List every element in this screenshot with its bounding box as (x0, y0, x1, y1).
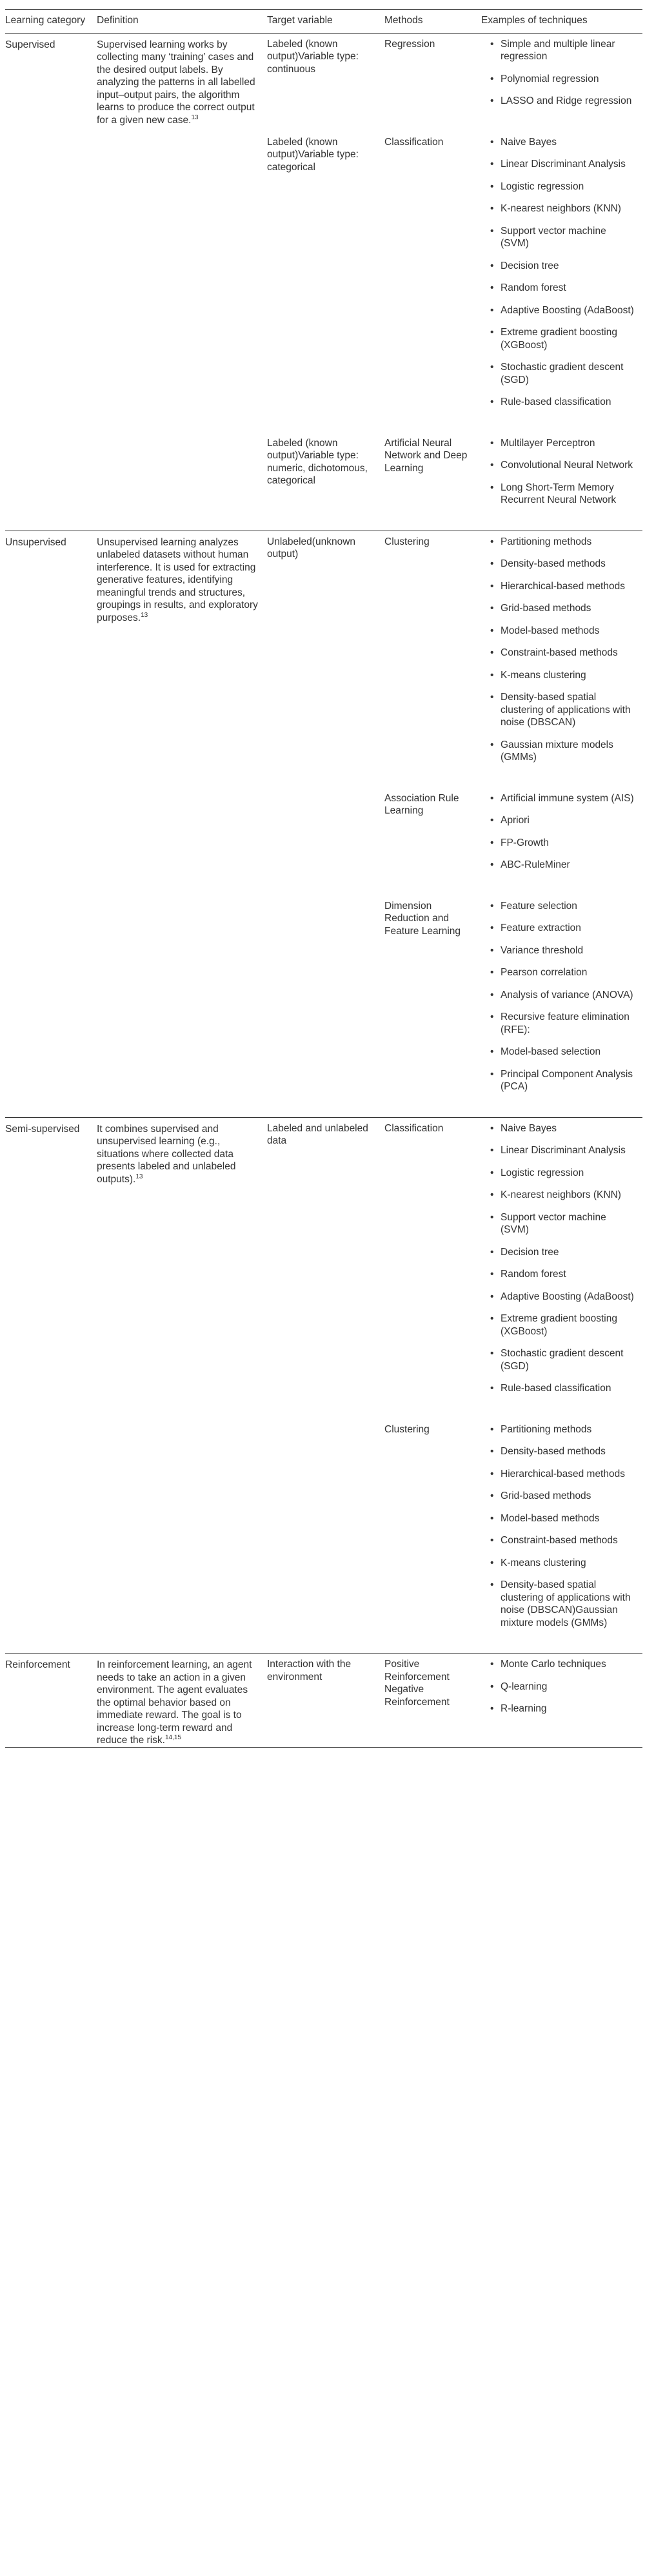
examples-cell (481, 788, 642, 895)
examples-cell (481, 33, 642, 132)
header-row (5, 10, 642, 34)
list-item: • ABC-RuleMiner (481, 859, 636, 872)
ml-categories-table (5, 9, 642, 1748)
definition-unsupervised (97, 531, 267, 1117)
list-item: • Grid-based methods (481, 1490, 636, 1503)
examples-list (481, 437, 636, 531)
category-semi-supervised: Semi-supervised (5, 1117, 97, 1654)
header-learning-category: Learning category (5, 15, 86, 26)
target-variable: Labeled and unlabeled data (267, 1117, 384, 1419)
examples-list (481, 136, 636, 433)
examples-list (481, 900, 636, 1117)
definition-semi-supervised (97, 1117, 267, 1654)
list-item: • Q-learning (481, 1681, 636, 1693)
definition-text: In reinforcement learning, an agent needs to take an action in a given environment. The agent evaluates the optimal behavior based on immediate reward. The goal is to increase long-term reward and reduce the risk. (97, 1659, 252, 1746)
table-header (5, 10, 642, 34)
target-variable (267, 895, 384, 1118)
list-item: • Long Short-Term Memory Recurrent Neural Network (481, 482, 636, 507)
header-target-variable: Target variable (267, 15, 333, 26)
list-item: • Hierarchical-based methods (481, 580, 636, 593)
examples-list (481, 1122, 636, 1419)
method: Clustering (384, 531, 481, 788)
list-item: • Adaptive Boosting (AdaBoost) (481, 1291, 636, 1303)
list-item: • Feature extraction (481, 922, 636, 935)
target-variable: Interaction with the environment (267, 1654, 384, 1748)
list-item: • Gaussian mixture models (GMMs) (481, 739, 636, 764)
list-item: • Apriori (481, 814, 636, 827)
list-item: • Simple and multiple linear regression (481, 38, 636, 63)
list-item: • Pearson correlation (481, 966, 636, 979)
method: Dimension Reduction and Feature Learning (384, 900, 461, 937)
method: Regression (384, 33, 481, 132)
list-item: • Random forest (481, 1268, 636, 1281)
list-item: • Support vector machine (SVM) (481, 225, 636, 250)
target-variable: Unlabeled(unknown output) (267, 531, 384, 788)
list-item: • Hierarchical-based methods (481, 1468, 636, 1481)
list-item: • Rule-based classification (481, 396, 636, 409)
examples-list (481, 792, 636, 895)
list-item: • Model-based methods (481, 1512, 636, 1525)
method: Positive Reinforcement Negative Reinforcement (384, 1654, 481, 1748)
examples-list (481, 536, 636, 788)
table-row (5, 1117, 642, 1419)
table-row (5, 1654, 642, 1748)
target-variable (267, 788, 384, 895)
list-item: • Decision tree (481, 260, 636, 273)
definition-text: It combines supervised and unsupervised learning (e.g., situations where collected data presents labeled and unlabeled outputs). (97, 1123, 236, 1185)
reference-superscript: 13 (135, 1173, 143, 1180)
list-item: • Multilayer Perceptron (481, 437, 636, 450)
reference-superscript: 13 (141, 611, 148, 619)
method: Classification (384, 1117, 481, 1419)
examples-cell (481, 433, 642, 531)
header-examples: Examples of techniques (481, 15, 588, 26)
examples-cell (481, 1419, 642, 1654)
category-unsupervised: Unsupervised (5, 531, 97, 1117)
target-variable: Labeled (known output)Variable type: numeric, dichotomous, categorical (267, 437, 368, 486)
method: Clustering (384, 1423, 430, 1435)
reference-superscript: 13 (191, 113, 199, 121)
list-item: • Decision tree (481, 1246, 636, 1259)
list-item: • Stochastic gradient descent (SGD) (481, 1347, 636, 1372)
examples-cell (481, 895, 642, 1118)
list-item: • Convolutional Neural Network (481, 459, 636, 472)
list-item: • Naive Bayes (481, 1122, 636, 1135)
examples-list (481, 38, 636, 132)
examples-list (481, 1423, 636, 1654)
list-item: • Logistic regression (481, 181, 636, 193)
list-item: • Model-based methods (481, 625, 636, 638)
list-item: • Density-based methods (481, 558, 636, 571)
list-item: • Density-based spatial clustering of applications with noise (DBSCAN)Gaussian mixture models (GMMs) (481, 1579, 636, 1629)
method: Artificial Neural Network and Deep Learning (384, 437, 468, 474)
list-item: • Feature selection (481, 900, 636, 913)
list-item: • FP-Growth (481, 837, 636, 850)
list-item: • K-means clustering (481, 669, 636, 682)
examples-cell (481, 132, 642, 433)
list-item: • Linear Discriminant Analysis (481, 1144, 636, 1157)
header-definition: Definition (97, 15, 139, 26)
table-row (5, 531, 642, 788)
target-variable: Labeled (known output)Variable type: categorical (267, 136, 359, 173)
category-supervised: Supervised (5, 33, 97, 531)
list-item: • Partitioning methods (481, 1423, 636, 1436)
list-item: • Constraint-based methods (481, 1534, 636, 1547)
examples-cell (481, 1654, 642, 1748)
target-variable (267, 1419, 384, 1654)
list-item: • Extreme gradient boosting (XGBoost) (481, 326, 636, 351)
definition-supervised (97, 33, 267, 531)
category-reinforcement: Reinforcement (5, 1654, 97, 1748)
method: Classification (384, 136, 444, 148)
list-item: • Principal Component Analysis (PCA) (481, 1068, 636, 1093)
list-item: • Model-based selection (481, 1046, 636, 1059)
list-item: • Linear Discriminant Analysis (481, 158, 636, 171)
list-item: • Support vector machine (SVM) (481, 1211, 636, 1236)
method: Association Rule Learning (384, 792, 459, 816)
reference-superscript: 14,15 (164, 1733, 181, 1741)
definition-text: Unsupervised learning analyzes unlabeled datasets without human interference. It is used for extracting generative features, identifying meaningful trends and structures, groupings in results, and exploratory purposes. (97, 536, 258, 623)
table-body (5, 33, 642, 1747)
list-item: • LASSO and Ridge regression (481, 95, 636, 108)
list-item: • Stochastic gradient descent (SGD) (481, 361, 636, 386)
definition-text: Supervised learning works by collecting many ‘training’ cases and the desired output labels. By analyzing the patterns in all labelled input–output pairs, the algorithm learns to produce the correct output for a given new case. (97, 39, 255, 126)
list-item: • Artificial immune system (AIS) (481, 792, 636, 805)
target-variable: Labeled (known output)Variable type: continuous (267, 33, 384, 132)
list-item: • Extreme gradient boosting (XGBoost) (481, 1312, 636, 1338)
examples-list (481, 1658, 636, 1739)
list-item: • K-means clustering (481, 1557, 636, 1570)
list-item: • Partitioning methods (481, 536, 636, 549)
list-item: • R-learning (481, 1703, 636, 1715)
list-item: • Analysis of variance (ANOVA) (481, 989, 636, 1002)
list-item: • K-nearest neighbors (KNN) (481, 202, 636, 215)
list-item: • Monte Carlo techniques (481, 1658, 636, 1671)
list-item: • K-nearest neighbors (KNN) (481, 1189, 636, 1202)
list-item: • Grid-based methods (481, 602, 636, 615)
examples-cell (481, 1117, 642, 1419)
table-row (5, 33, 642, 132)
list-item: • Recursive feature elimination (RFE): (481, 1011, 636, 1036)
examples-cell (481, 531, 642, 788)
list-item: • Variance threshold (481, 944, 636, 957)
list-item: • Rule-based classification (481, 1382, 636, 1395)
list-item: • Density-based methods (481, 1445, 636, 1458)
list-item: • Constraint-based methods (481, 647, 636, 659)
list-item: • Random forest (481, 282, 636, 295)
list-item: • Density-based spatial clustering of applications with noise (DBSCAN) (481, 691, 636, 729)
list-item: • Polynomial regression (481, 73, 636, 86)
header-methods: Methods (384, 15, 423, 26)
list-item: • Adaptive Boosting (AdaBoost) (481, 304, 636, 317)
list-item: • Naive Bayes (481, 136, 636, 149)
definition-reinforcement (97, 1654, 267, 1748)
list-item: • Logistic regression (481, 1167, 636, 1180)
